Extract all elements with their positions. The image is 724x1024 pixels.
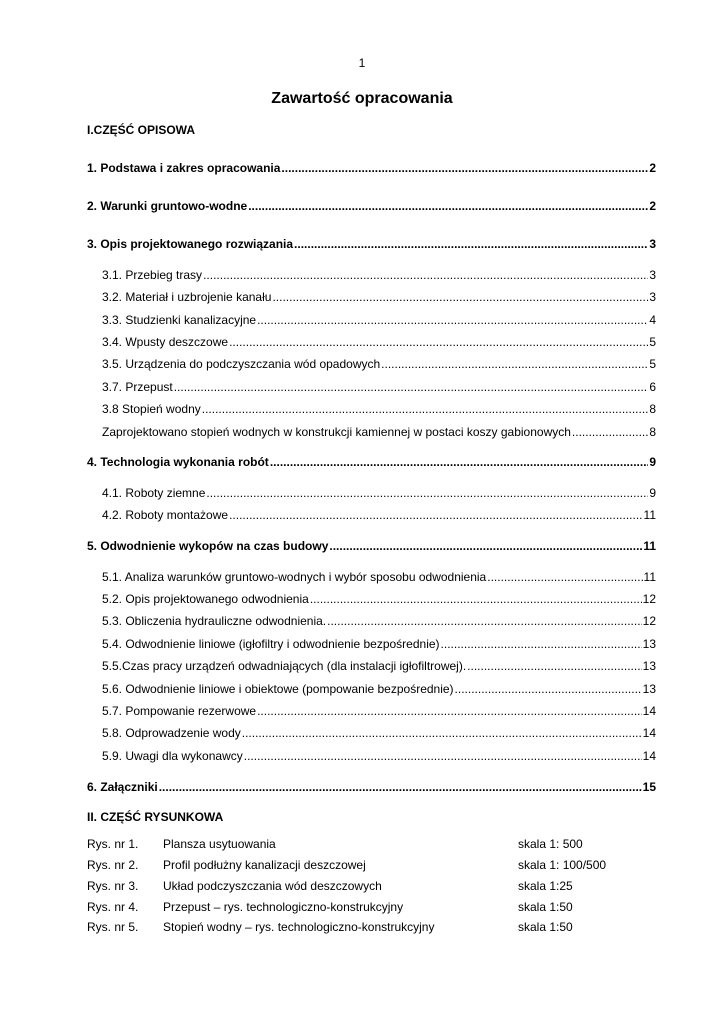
part-one-heading: I.CZĘŚĆ OPISOWA bbox=[87, 123, 196, 137]
toc-entry-label: 4.2. Roboty montażowe bbox=[102, 508, 229, 522]
drawing-scale: skala 1:50 bbox=[518, 920, 573, 934]
toc-entry-page: 4 bbox=[649, 313, 656, 327]
drawing-number: Rys. nr 4. bbox=[87, 900, 139, 914]
toc-leader-dots bbox=[242, 726, 642, 740]
toc-entry-label: 3.5. Urządzenia do podczyszczania wód opadowych bbox=[102, 357, 381, 371]
toc-leader-dots bbox=[294, 237, 648, 251]
toc-entry-label: 5.7. Pompowanie rezerwowe bbox=[102, 704, 257, 718]
toc-entry[interactable] bbox=[102, 508, 656, 522]
toc-entry-label: 5.1. Analiza warunków gruntowo-wodnych i wybór sposobu odwodnienia bbox=[102, 570, 487, 584]
toc-entry-label: 5.3. Obliczenia hydrauliczne odwodnienia. bbox=[102, 614, 327, 628]
toc-entry[interactable] bbox=[102, 290, 656, 304]
toc-leader-dots bbox=[257, 313, 648, 327]
toc-entry-label: 1. Podstawa i zakres opracowania bbox=[87, 161, 281, 175]
toc-entry-label: 2. Warunki gruntowo-wodne bbox=[87, 199, 248, 213]
toc-entry-label: 3.4. Wpusty deszczowe bbox=[102, 335, 229, 349]
toc-entry-label: 3.2. Materiał i uzbrojenie kanału bbox=[102, 290, 272, 304]
toc-entry-page: 12 bbox=[642, 592, 656, 606]
toc-entry-page: 2 bbox=[649, 161, 656, 175]
toc-leader-dots bbox=[455, 682, 642, 696]
toc-entry-page: 11 bbox=[643, 570, 656, 584]
toc-leader-dots bbox=[441, 637, 642, 651]
toc-entry[interactable] bbox=[102, 749, 656, 763]
toc-entry-page: 8 bbox=[649, 402, 656, 416]
toc-entry-page: 5 bbox=[649, 335, 656, 349]
drawing-number: Rys. nr 5. bbox=[87, 920, 139, 934]
toc-entry-page: 14 bbox=[642, 704, 656, 718]
toc-entry[interactable] bbox=[102, 380, 656, 394]
toc-leader-dots bbox=[159, 780, 642, 794]
toc-leader-dots bbox=[244, 749, 642, 763]
toc-leader-dots bbox=[203, 268, 648, 282]
drawing-scale: skala 1:25 bbox=[518, 879, 573, 893]
toc-entry-page: 3 bbox=[649, 290, 656, 304]
toc-leader-dots bbox=[229, 508, 642, 522]
toc-leader-dots bbox=[572, 425, 648, 439]
toc-entry-label: 5.8. Odprowadzenie wody bbox=[102, 726, 241, 740]
toc-entry-label: 3.7. Przepust bbox=[102, 380, 173, 394]
toc-entry[interactable] bbox=[102, 313, 656, 327]
toc-entry[interactable] bbox=[102, 268, 656, 282]
toc-entry[interactable] bbox=[102, 704, 656, 718]
toc-entry-page: 13 bbox=[642, 637, 656, 651]
toc-entry[interactable] bbox=[102, 570, 656, 584]
toc-entry-label: 5.4. Odwodnienie liniowe (igłofiltry i odwodnienie bezpośrednie) bbox=[102, 637, 440, 651]
toc-entry[interactable] bbox=[102, 682, 656, 696]
toc-entry-page: 14 bbox=[642, 749, 656, 763]
drawing-scale: skala 1: 100/500 bbox=[518, 858, 607, 872]
toc-leader-dots bbox=[174, 380, 649, 394]
toc-entry-label: 5.6. Odwodnienie liniowe i obiektowe (pompowanie bezpośrednie) bbox=[102, 682, 454, 696]
toc-entry-label: 6. Załączniki bbox=[87, 780, 158, 794]
toc-entry-page: 13 bbox=[642, 659, 656, 673]
toc-entry[interactable] bbox=[102, 402, 656, 416]
toc-leader-dots bbox=[229, 335, 648, 349]
toc-entry[interactable] bbox=[102, 659, 656, 673]
toc-entry[interactable] bbox=[102, 425, 656, 439]
toc-entry[interactable] bbox=[102, 486, 656, 500]
toc-leader-dots bbox=[487, 570, 642, 584]
toc-entry[interactable] bbox=[102, 357, 656, 371]
toc-entry[interactable] bbox=[87, 455, 656, 469]
toc-leader-dots bbox=[381, 357, 648, 371]
toc-entry-label: 3.3. Studzienki kanalizacyjne bbox=[102, 313, 257, 327]
toc-entry-label: 5.2. Opis projektowanego odwodnienia bbox=[102, 592, 309, 606]
drawing-scale: skala 1:50 bbox=[518, 900, 573, 914]
drawing-number: Rys. nr 1. bbox=[87, 837, 139, 851]
toc-leader-dots bbox=[310, 592, 642, 606]
toc-entry-page: 3 bbox=[649, 237, 656, 251]
toc-leader-dots bbox=[467, 659, 641, 673]
toc-entry-label: 3.8 Stopień wodny bbox=[102, 402, 201, 416]
toc-entry-label: 5.5.Czas pracy urządzeń odwadniających (dla instalacji igłofiltrowej). bbox=[102, 659, 467, 673]
toc-entry[interactable] bbox=[87, 237, 656, 251]
drawing-title: Układ podczyszczania wód deszczowych bbox=[163, 879, 382, 893]
drawing-title: Profil podłużny kanalizacji deszczowej bbox=[163, 858, 366, 872]
toc-leader-dots bbox=[202, 402, 649, 416]
toc-leader-dots bbox=[248, 199, 648, 213]
toc-entry-page: 11 bbox=[643, 508, 656, 522]
toc-entry-label: 5. Odwodnienie wykopów na czas budowy bbox=[87, 539, 329, 553]
drawing-scale: skala 1: 500 bbox=[518, 837, 583, 851]
toc-entry[interactable] bbox=[87, 161, 656, 175]
toc-entry-label: 5.9. Uwagi dla wykonawcy bbox=[102, 749, 243, 763]
toc-entry-page: 2 bbox=[649, 199, 656, 213]
toc-entry-page: 9 bbox=[649, 486, 656, 500]
drawing-title: Plansza usytuowania bbox=[163, 837, 276, 851]
toc-entry[interactable] bbox=[87, 539, 656, 553]
toc-entry-page: 6 bbox=[649, 380, 656, 394]
toc-leader-dots bbox=[257, 704, 642, 718]
toc-leader-dots bbox=[327, 614, 642, 628]
toc-entry[interactable] bbox=[102, 726, 656, 740]
document-title: Zawartość opracowania bbox=[271, 90, 453, 107]
toc-entry-page: 13 bbox=[642, 682, 656, 696]
toc-leader-dots bbox=[281, 161, 648, 175]
toc-leader-dots bbox=[206, 486, 648, 500]
toc-leader-dots bbox=[270, 455, 649, 469]
toc-entry[interactable] bbox=[102, 614, 656, 628]
drawing-number: Rys. nr 3. bbox=[87, 879, 139, 893]
toc-entry-page: 8 bbox=[649, 425, 656, 439]
toc-entry[interactable] bbox=[102, 335, 656, 349]
toc-entry-page: 9 bbox=[649, 455, 656, 469]
toc-entry-page: 11 bbox=[643, 539, 656, 553]
toc-entry-page: 3 bbox=[649, 268, 656, 282]
toc-entry[interactable] bbox=[87, 199, 656, 213]
toc-entry[interactable] bbox=[102, 592, 656, 606]
toc-entry-label: Zaprojektowano stopień wodnych w konstrukcji kamiennej w postaci koszy gabionowych bbox=[102, 425, 571, 439]
toc-entry-label: 4. Technologia wykonania robót bbox=[87, 455, 269, 469]
drawing-title: Przepust – rys. technologiczno-konstrukcyjny bbox=[163, 900, 404, 914]
toc-entry-page: 15 bbox=[642, 780, 656, 794]
toc-entry[interactable] bbox=[102, 637, 656, 651]
drawing-title: Stopień wodny – rys. technologiczno-konstrukcyjny bbox=[163, 920, 435, 934]
toc-leader-dots bbox=[272, 290, 648, 304]
part-two-heading: II. CZĘŚĆ RYSUNKOWA bbox=[87, 810, 224, 824]
toc-entry-page: 5 bbox=[649, 357, 656, 371]
toc-entry-page: 14 bbox=[642, 726, 656, 740]
toc-entry[interactable] bbox=[87, 780, 656, 794]
toc-entry-page: 12 bbox=[642, 614, 656, 628]
toc-entry-label: 3.1. Przebieg trasy bbox=[102, 268, 203, 282]
drawing-number: Rys. nr 2. bbox=[87, 858, 139, 872]
toc-entry-label: 4.1. Roboty ziemne bbox=[102, 486, 206, 500]
toc-leader-dots bbox=[329, 539, 642, 553]
toc-entry-label: 3. Opis projektowanego rozwiązania bbox=[87, 237, 294, 251]
page-number: 1 bbox=[358, 56, 366, 70]
